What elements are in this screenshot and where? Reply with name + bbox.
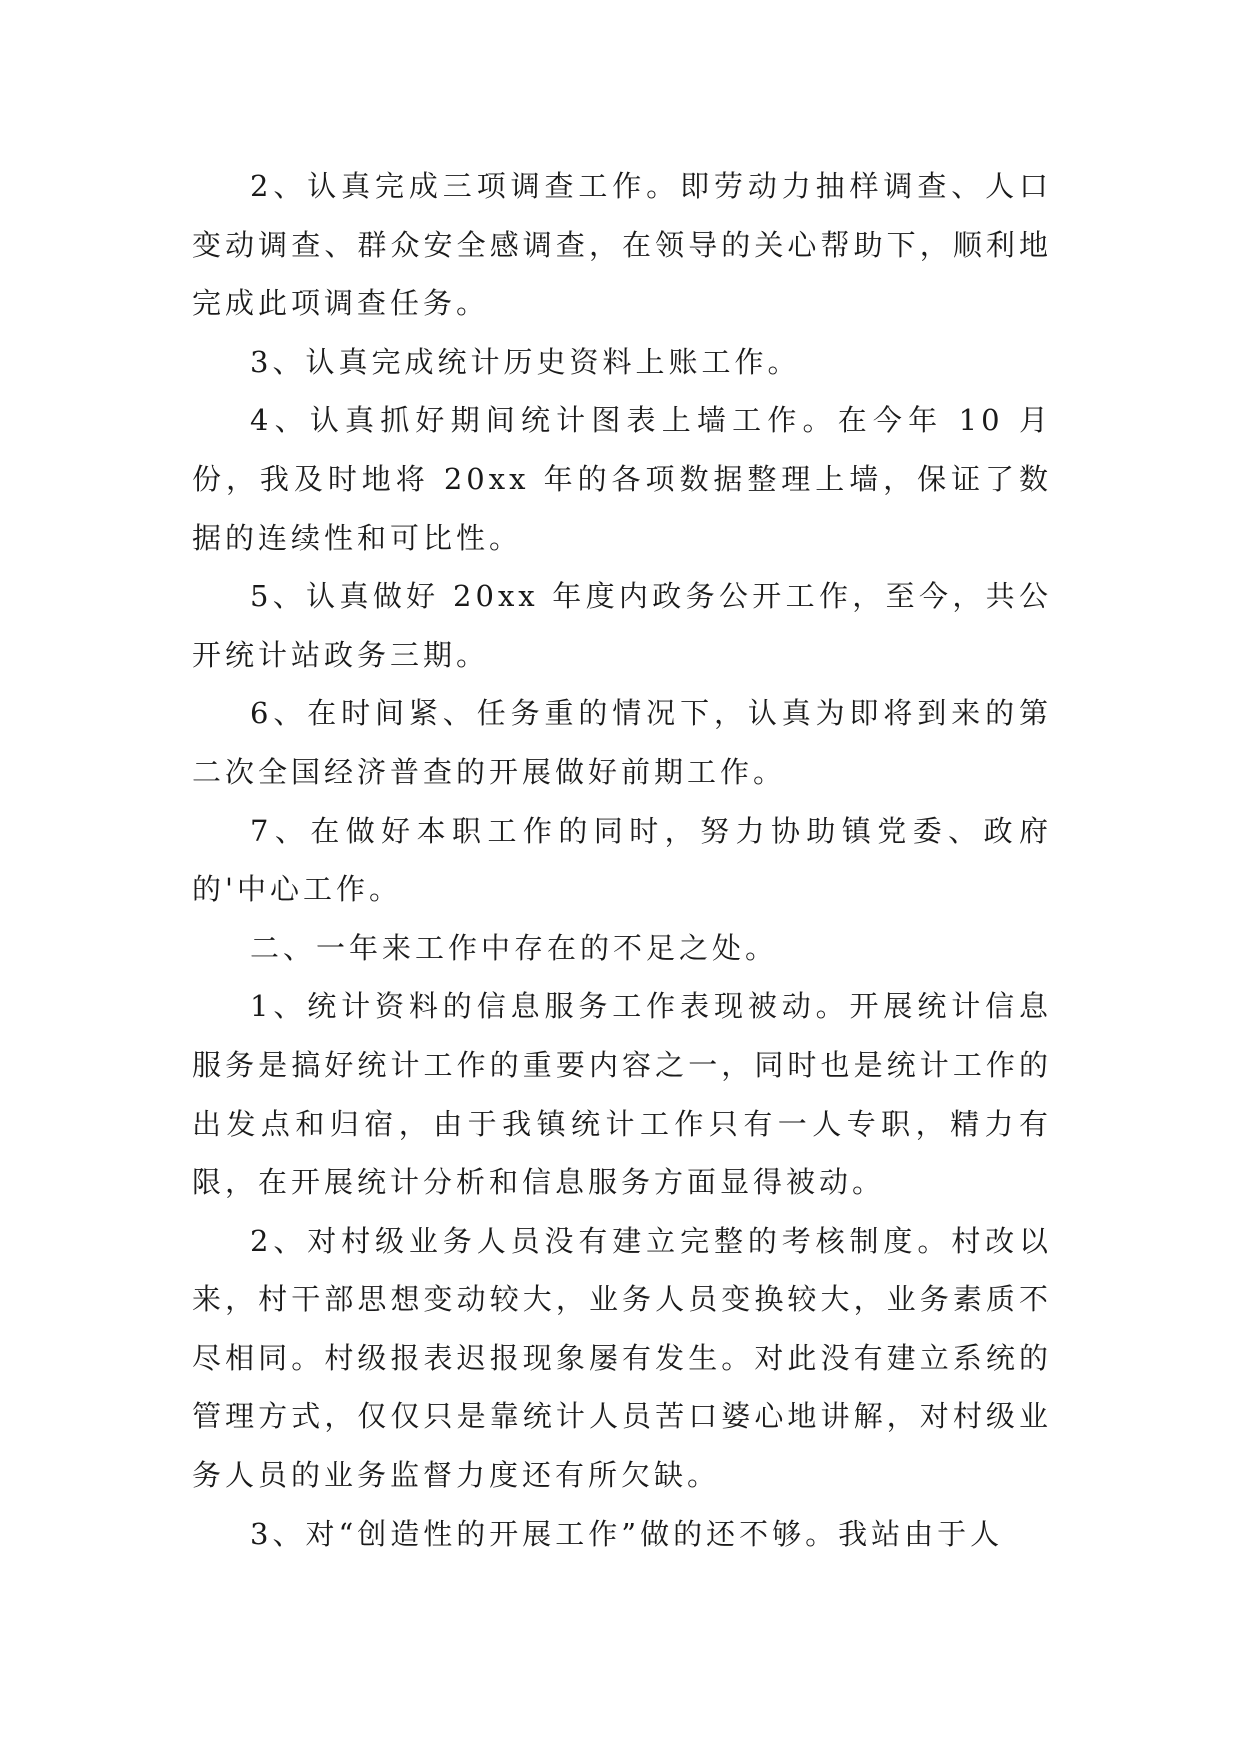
paragraph-history-records: 3、认真完成统计历史资料上账工作。	[250, 344, 801, 379]
document-body	[192, 157, 1052, 1563]
paragraph-creative-work: 3、对“创造性的开展工作”做的还不够。我站由于人	[250, 1516, 1004, 1551]
paragraph-central-work: 7、在做好本职工作的同时，努力协助镇党委、政府的'中心工作。	[192, 813, 1052, 907]
paragraph-survey-work: 2、认真完成三项调查工作。即劳动力抽样调查、人口变动调查、群众安全感调查，在领导的关心帮助下，顺利地完成此项调查任务。	[192, 169, 1052, 321]
paragraph-info-service: 1、统计资料的信息服务工作表现被动。开展统计信息服务是搞好统计工作的重要内容之一，同时也是统计工作的出发点和归宿，由于我镇统计工作只有一人专职，精力有限，在开展统计分析和信息服务方面显得被动。	[192, 989, 1052, 1200]
paragraph-economic-census: 6、在时间紧、任务重的情况下，认真为即将到来的第二次全国经济普查的开展做好前期工作。	[192, 696, 1052, 789]
paragraph-chart-wall: 4、认真抓好期间统计图表上墙工作。在今年 10 月份，我及时地将 20xx 年的各项数据整理上墙，保证了数据的连续性和可比性。	[192, 403, 1052, 555]
paragraph-village-assessment: 2、对村级业务人员没有建立完整的考核制度。村改以来，村干部思想变动较大，业务人员变换较大，业务素质不尽相同。村级报表迟报现象屡有发生。对此没有建立系统的管理方式，仅仅只是靠统计人员苦口婆心地讲解，对村级业务人员的业务监督力度还有所欠缺。	[192, 1223, 1052, 1493]
paragraph-public-affairs: 5、认真做好 20xx 年度内政务公开工作，至今，共公开统计站政务三期。	[192, 579, 1052, 672]
section-heading-shortcomings: 二、一年来工作中存在的不足之处。	[250, 930, 779, 965]
